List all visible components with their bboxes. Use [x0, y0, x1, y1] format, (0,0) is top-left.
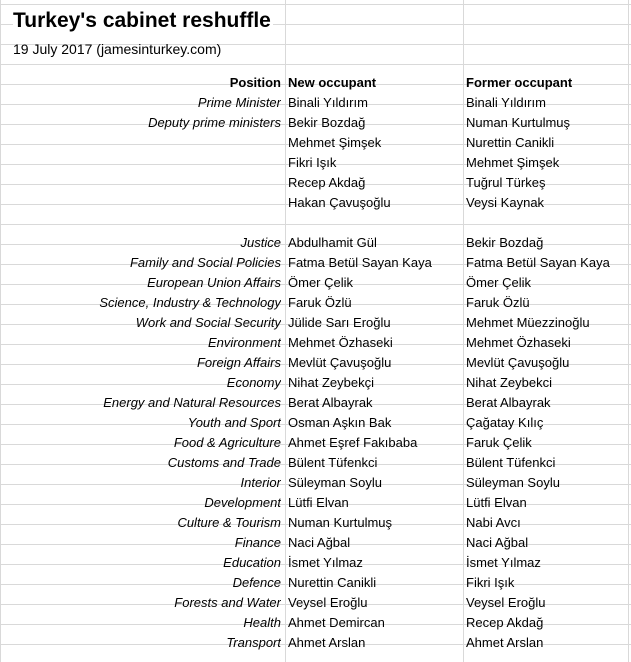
former-occupant-cell[interactable]: Bekir Bozdağ: [466, 235, 544, 250]
former-occupant-cell[interactable]: Süleyman Soylu: [466, 475, 560, 490]
former-occupant-cell[interactable]: Binali Yıldırım: [466, 95, 546, 110]
table-row: [0, 313, 631, 333]
former-occupant-cell[interactable]: Nurettin Canikli: [466, 135, 555, 150]
position-cell[interactable]: Education: [223, 555, 281, 570]
new-occupant-cell[interactable]: Faruk Özlü: [288, 295, 352, 310]
position-cell[interactable]: Health: [243, 615, 281, 630]
new-occupant-cell[interactable]: Ömer Çelik: [288, 275, 354, 290]
table-row: [0, 573, 631, 593]
table-row: [0, 553, 631, 573]
table-row: [0, 273, 631, 293]
former-occupant-cell[interactable]: Tuğrul Türkeş: [466, 175, 546, 190]
table-row: [0, 133, 631, 153]
position-cell[interactable]: Forests and Water: [174, 595, 281, 610]
position-cell[interactable]: European Union Affairs: [147, 275, 281, 290]
table-row: [0, 513, 631, 533]
position-cell[interactable]: Youth and Sport: [187, 415, 281, 430]
new-occupant-cell[interactable]: Ahmet Eşref Fakıbaba: [288, 435, 418, 450]
new-occupant-cell[interactable]: Mehmet Şimşek: [288, 135, 382, 150]
new-occupant-cell[interactable]: Fatma Betül Sayan Kaya: [288, 255, 432, 270]
new-occupant-cell[interactable]: Fikri Işık: [288, 155, 337, 170]
table-row: [0, 333, 631, 353]
table-row: [0, 613, 631, 633]
table-row: [0, 633, 631, 653]
former-occupant-cell[interactable]: Çağatay Kılıç: [466, 415, 544, 430]
new-occupant-cell[interactable]: Osman Aşkın Bak: [288, 415, 392, 430]
position-cell[interactable]: Energy and Natural Resources: [103, 395, 281, 410]
new-occupant-cell[interactable]: Abdulhamit Gül: [288, 235, 377, 250]
new-occupant-cell[interactable]: Hakan Çavuşoğlu: [288, 195, 391, 210]
position-cell[interactable]: Food & Agriculture: [173, 435, 281, 450]
former-occupant-cell[interactable]: Nabi Avcı: [466, 515, 521, 530]
table-row: [0, 393, 631, 413]
table-row: [0, 173, 631, 193]
former-occupant-cell[interactable]: [466, 213, 628, 233]
position-cell[interactable]: Interior: [240, 475, 281, 490]
position-cell[interactable]: Deputy prime ministers: [148, 115, 281, 130]
new-occupant-cell[interactable]: Mehmet Özhaseki: [288, 335, 393, 350]
former-occupant-cell[interactable]: Faruk Özlü: [466, 295, 530, 310]
table-row: [0, 413, 631, 433]
position-cell[interactable]: Development: [204, 495, 281, 510]
table-row: [0, 193, 631, 213]
former-occupant-cell[interactable]: Ahmet Arslan: [466, 635, 544, 650]
new-occupant-cell[interactable]: İsmet Yılmaz: [288, 555, 363, 570]
position-cell[interactable]: Environment: [208, 335, 281, 350]
position-cell[interactable]: [0, 153, 281, 173]
position-cell[interactable]: Culture & Tourism: [177, 515, 281, 530]
former-occupant-cell[interactable]: Mehmet Şimşek: [466, 155, 560, 170]
table-header-row: [0, 73, 631, 93]
position-cell[interactable]: Foreign Affairs: [196, 355, 281, 370]
position-cell[interactable]: Defence: [232, 575, 281, 590]
new-occupant-cell[interactable]: Nurettin Canikli: [288, 575, 377, 590]
position-cell[interactable]: Economy: [226, 375, 281, 390]
new-occupant-cell[interactable]: Naci Ağbal: [288, 535, 351, 550]
table-row: [0, 93, 631, 113]
position-cell[interactable]: Finance: [234, 535, 281, 550]
new-occupant-cell[interactable]: Lütfi Elvan: [288, 495, 349, 510]
position-cell[interactable]: [0, 193, 281, 213]
position-cell[interactable]: Science, Industry & Technology: [99, 295, 281, 310]
position-cell[interactable]: [0, 133, 281, 153]
former-occupant-cell[interactable]: Bülent Tüfenkci: [466, 455, 556, 470]
new-occupant-cell[interactable]: Ahmet Demircan: [288, 615, 385, 630]
new-occupant-cell[interactable]: [288, 213, 462, 233]
former-occupant-cell[interactable]: Veysi Kaynak: [466, 195, 545, 210]
position-cell[interactable]: [0, 173, 281, 193]
header-former-occupant[interactable]: Former occupant: [466, 75, 573, 90]
table-row: [0, 253, 631, 273]
new-occupant-cell[interactable]: Mevlüt Çavuşoğlu: [288, 355, 392, 370]
sheet-title[interactable]: Turkey's cabinet reshuffle: [13, 9, 271, 32]
new-occupant-cell[interactable]: Numan Kurtulmuş: [288, 515, 393, 530]
new-occupant-cell[interactable]: Nihat Zeybekçi: [288, 375, 374, 390]
former-occupant-cell[interactable]: Ömer Çelik: [466, 275, 532, 290]
former-occupant-cell[interactable]: Recep Akdağ: [466, 615, 544, 630]
sheet-subtitle[interactable]: 19 July 2017 (jamesinturkey.com): [13, 41, 222, 57]
table-row: [0, 373, 631, 393]
former-occupant-cell[interactable]: Fatma Betül Sayan Kaya: [466, 255, 610, 270]
new-occupant-cell[interactable]: Bekir Bozdağ: [288, 115, 366, 130]
position-cell[interactable]: Family and Social Policies: [129, 255, 281, 270]
new-occupant-cell[interactable]: Veysel Eroğlu: [288, 595, 368, 610]
table-row: [0, 293, 631, 313]
table-row: [0, 473, 631, 493]
table-row: [0, 233, 631, 253]
position-cell[interactable]: Work and Social Security: [135, 315, 281, 330]
former-occupant-cell[interactable]: Mevlüt Çavuşoğlu: [466, 355, 570, 370]
former-occupant-cell[interactable]: İsmet Yılmaz: [466, 555, 541, 570]
former-occupant-cell[interactable]: Mehmet Müezzinoğlu: [466, 315, 590, 330]
header-new-occupant[interactable]: New occupant: [288, 75, 377, 90]
new-occupant-cell[interactable]: Ahmet Arslan: [288, 635, 366, 650]
new-occupant-cell[interactable]: Binali Yıldırım: [288, 95, 368, 110]
table-row: [0, 353, 631, 373]
table-row: [0, 113, 631, 133]
new-occupant-cell[interactable]: Recep Akdağ: [288, 175, 366, 190]
former-occupant-cell[interactable]: Numan Kurtulmuş: [466, 115, 571, 130]
former-occupant-cell[interactable]: Veysel Eroğlu: [466, 595, 546, 610]
table-row: [0, 533, 631, 553]
new-occupant-cell[interactable]: Berat Albayrak: [288, 395, 373, 410]
position-cell[interactable]: Prime Minister: [197, 95, 281, 110]
new-occupant-cell[interactable]: Süleyman Soylu: [288, 475, 382, 490]
position-cell[interactable]: Customs and Trade: [167, 455, 281, 470]
table-row: [0, 153, 631, 173]
table-row: [0, 433, 631, 453]
former-occupant-cell[interactable]: Nihat Zeybekci: [466, 375, 552, 390]
former-occupant-cell[interactable]: Lütfi Elvan: [466, 495, 527, 510]
new-occupant-cell[interactable]: Jülide Sarı Eroğlu: [288, 315, 391, 330]
table-row: [0, 593, 631, 613]
former-occupant-cell[interactable]: Naci Ağbal: [466, 535, 529, 550]
position-cell[interactable]: [0, 213, 281, 233]
table-row: [0, 453, 631, 473]
former-occupant-cell[interactable]: Fikri Işık: [466, 575, 515, 590]
position-cell[interactable]: Transport: [226, 635, 281, 650]
header-position[interactable]: Position: [229, 75, 281, 90]
position-cell[interactable]: Justice: [240, 235, 281, 250]
table-row: [0, 493, 631, 513]
table-row: [0, 213, 631, 233]
former-occupant-cell[interactable]: Berat Albayrak: [466, 395, 551, 410]
former-occupant-cell[interactable]: Mehmet Özhaseki: [466, 335, 571, 350]
new-occupant-cell[interactable]: Bülent Tüfenkci: [288, 455, 378, 470]
former-occupant-cell[interactable]: Faruk Çelik: [466, 435, 532, 450]
